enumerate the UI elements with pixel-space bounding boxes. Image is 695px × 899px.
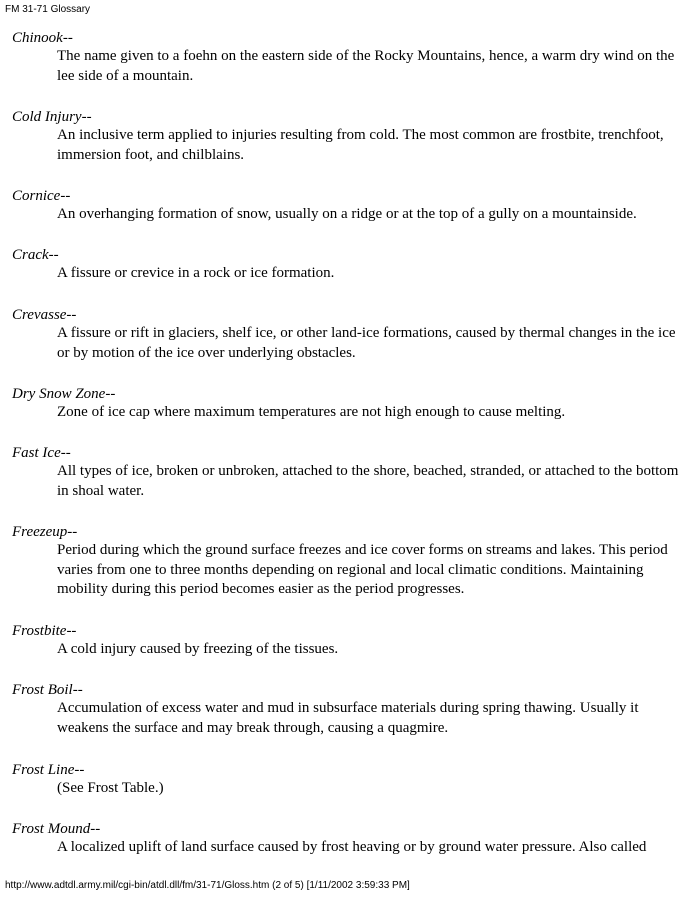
glossary-term: Crack-- bbox=[12, 247, 59, 263]
glossary-term: Cold Injury-- bbox=[12, 109, 92, 125]
glossary-term: Frost Line-- bbox=[12, 762, 85, 778]
glossary-definition: A cold injury caused by freezing of the tissues. bbox=[57, 641, 339, 657]
glossary-term: Frostbite-- bbox=[12, 623, 77, 639]
glossary-term: Dry Snow Zone-- bbox=[12, 386, 116, 402]
glossary-definition: A fissure or rift in glaciers, shelf ice, or other land-ice formations, caused by thermal changes in the ice or by motion of the ice over underlying obstacles. bbox=[57, 325, 676, 361]
glossary-definition: An inclusive term applied to injuries resulting from cold. The most common are frostbite, trenchfoot, immersion foot, and chilblains. bbox=[57, 127, 664, 163]
page-header-title: FM 31-71 Glossary bbox=[5, 4, 91, 15]
glossary-definition: The name given to a foehn on the eastern side of the Rocky Mountains, hence, a warm dry wind on the lee side of a mountain. bbox=[57, 48, 675, 84]
glossary-definition: Period during which the ground surface freezes and ice cover forms on streams and lakes. This period varies from one to three months depending on regional and local climatic conditions. Maintaining mobility during this period becomes easier as the period progresses. bbox=[57, 542, 668, 597]
glossary-definition: All types of ice, broken or unbroken, attached to the shore, beached, stranded, or attached to the bottom in shoal water. bbox=[57, 463, 679, 499]
page-footer-url: http://www.adtdl.army.mil/cgi-bin/atdl.dll/fm/31-71/Gloss.htm (2 of 5) [1/11/2002 3:59:33 PM] bbox=[5, 880, 410, 891]
glossary-term: Chinook-- bbox=[12, 30, 73, 46]
glossary-term: Freezeup-- bbox=[12, 524, 78, 540]
glossary-term: Cornice-- bbox=[12, 188, 71, 204]
glossary-definition: Zone of ice cap where maximum temperatures are not high enough to cause melting. bbox=[57, 404, 566, 420]
glossary-term: Fast Ice-- bbox=[12, 445, 71, 461]
glossary-term: Frost Boil-- bbox=[12, 682, 83, 698]
glossary-definition: A localized uplift of land surface caused by frost heaving or by ground water pressure. Also called bbox=[57, 839, 647, 855]
glossary-definition: (See Frost Table.) bbox=[57, 780, 164, 796]
glossary-definition: A fissure or crevice in a rock or ice formation. bbox=[57, 265, 335, 281]
glossary-definition: Accumulation of excess water and mud in subsurface materials during spring thawing. Usually it weakens the surface and may break through, causing a quagmire. bbox=[57, 700, 639, 736]
glossary-term: Crevasse-- bbox=[12, 307, 77, 323]
glossary-term: Frost Mound-- bbox=[12, 821, 101, 837]
glossary-definition: An overhanging formation of snow, usually on a ridge or at the top of a gully on a mountainside. bbox=[57, 206, 637, 222]
